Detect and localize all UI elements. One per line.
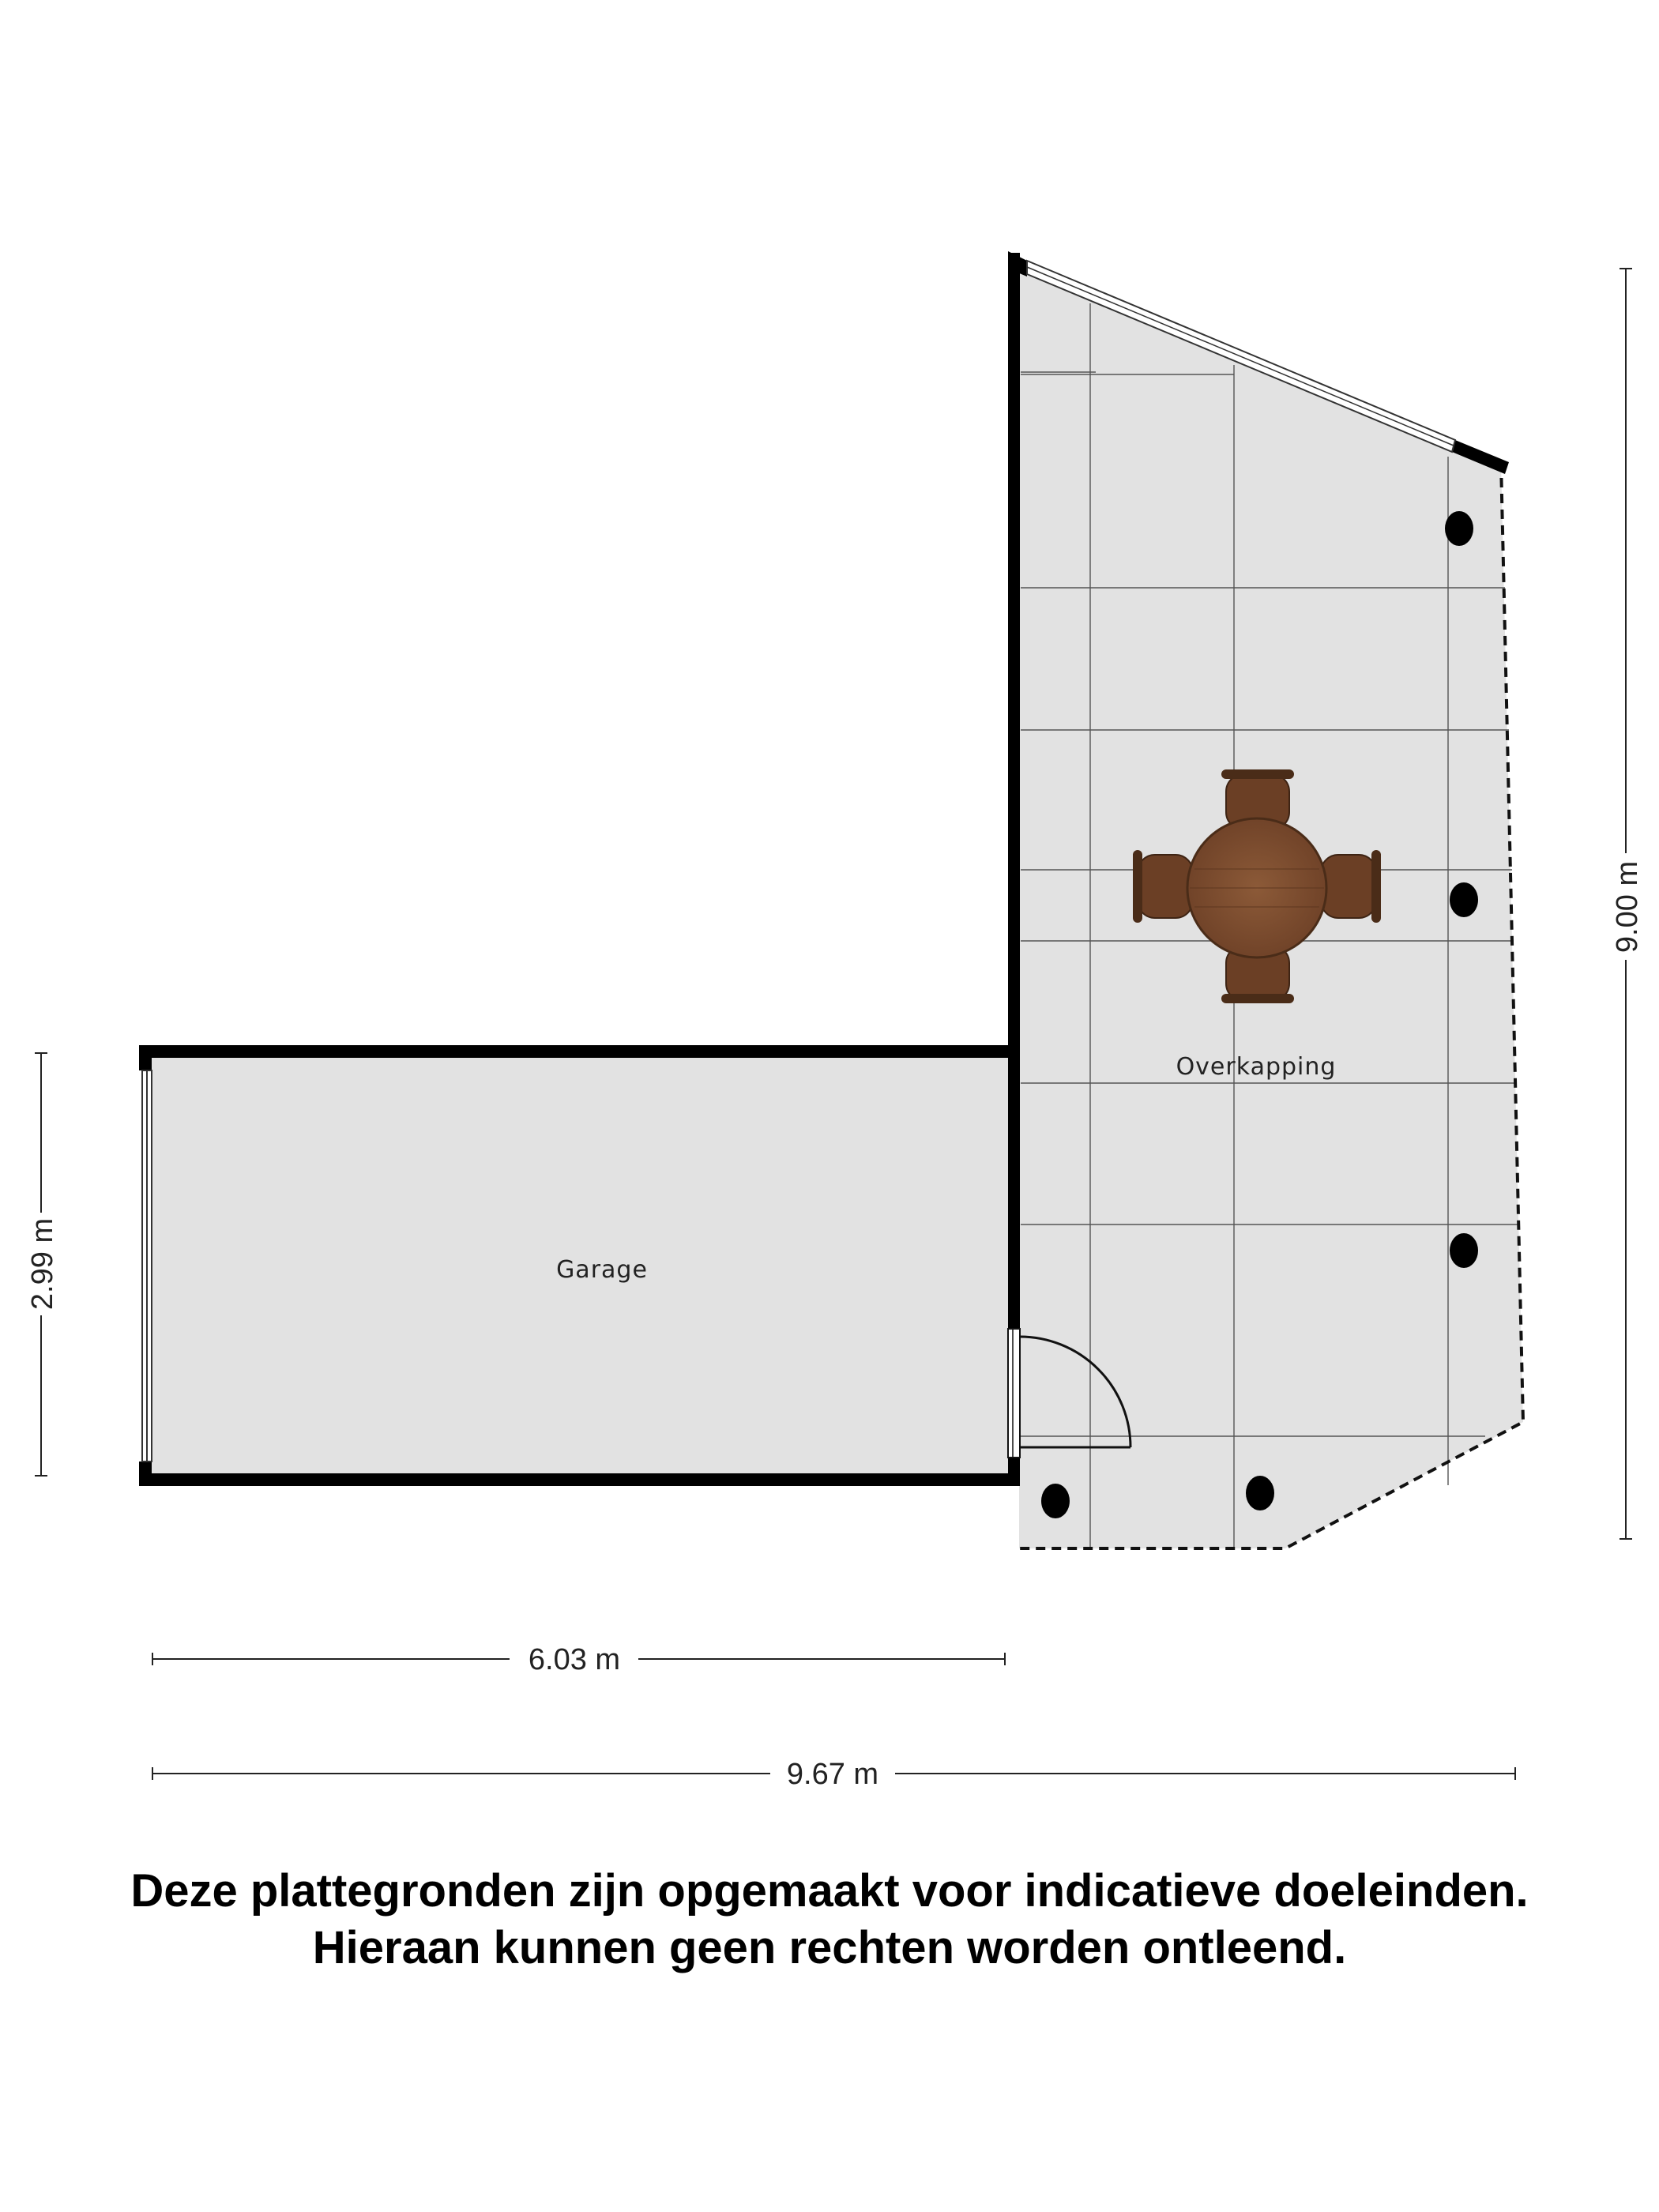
disclaimer [0, 1863, 1659, 1977]
disclaimer-line-1: Deze plattegronden zijn opgemaakt voor indicatieve doeleinden. [130, 1865, 1529, 1917]
dimension-garage-height: 2.99 m [26, 1217, 59, 1311]
chair [1138, 855, 1193, 918]
post [1246, 1476, 1274, 1510]
dimension-total-width: 9.67 m [786, 1758, 879, 1791]
dimension-overkapping-height: 9.00 m [1611, 860, 1644, 954]
chair [1321, 855, 1376, 918]
dimension-garage-width: 6.03 m [528, 1643, 621, 1676]
post [1450, 1233, 1478, 1268]
post [1445, 511, 1473, 546]
garage-window [142, 1070, 152, 1462]
post [1450, 882, 1478, 917]
room-label-overkapping: Overkapping [1176, 1053, 1337, 1081]
disclaimer-line-2: Hieraan kunnen geen rechten worden ontleend. [312, 1922, 1347, 1973]
post [1041, 1484, 1070, 1518]
room-label-garage: Garage [556, 1256, 648, 1284]
